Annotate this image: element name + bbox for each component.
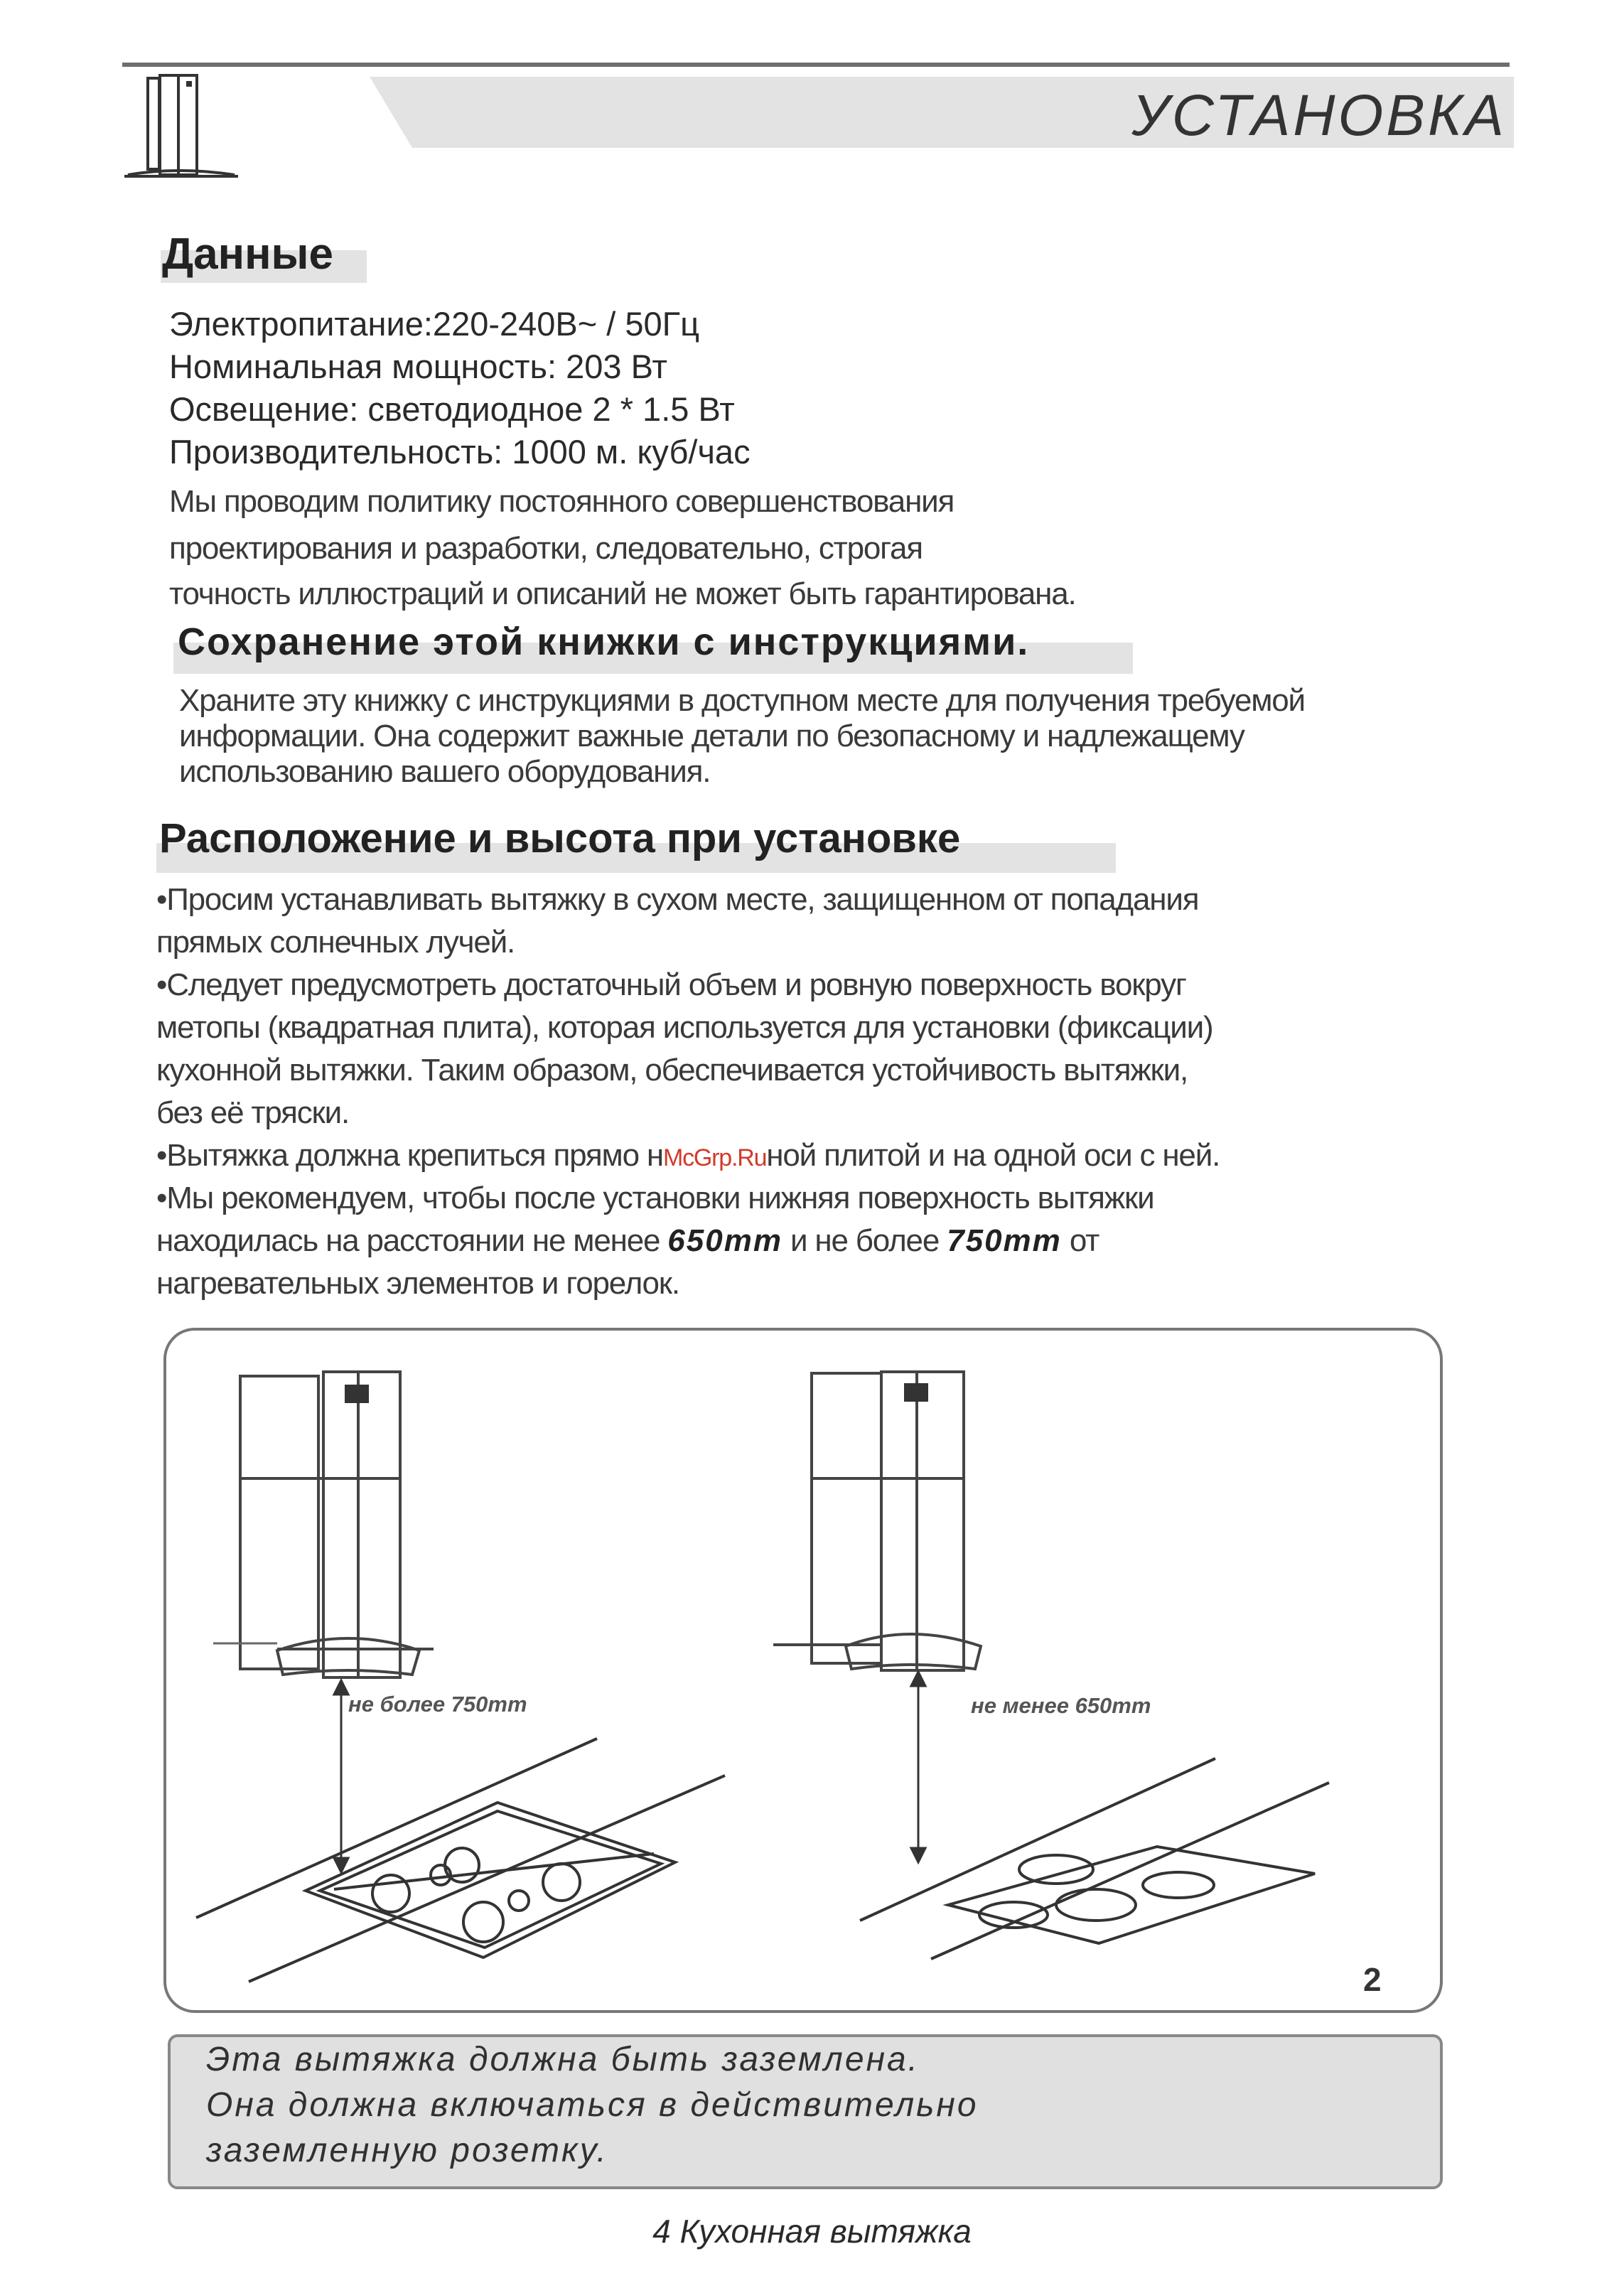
location-line: •Следует предусмотреть достаточный объем и ровную поверхность вокруг — [156, 967, 1186, 1002]
warning-line: Эта вытяжка должна быть заземлена. — [206, 2041, 920, 2078]
ceramic-hob-icon — [860, 1758, 1329, 1959]
location-line-part: и не более — [782, 1223, 947, 1258]
gas-hob-icon — [196, 1739, 725, 1982]
warning-line: заземленную розетку. — [206, 2132, 608, 2169]
spec-line: Освещение: светодиодное 2 * 1.5 Вт — [169, 390, 735, 428]
location-line-part: ной плитой и на одной оси с ней. — [766, 1138, 1220, 1173]
page-footer: 4 Кухонная вытяжка — [652, 2213, 972, 2250]
cooker-hood-left — [240, 1372, 434, 1677]
location-line — [156, 1134, 1220, 1179]
control-panel-icon — [904, 1383, 928, 1402]
page-title: УСТАНОВКА — [1131, 83, 1507, 148]
max-height-value: 750mm — [947, 1223, 1062, 1258]
location-line: без её тряски. — [156, 1095, 349, 1130]
height-arrow-right — [911, 1672, 925, 1862]
control-panel-icon — [345, 1385, 369, 1403]
policy-line: проектирования и разработки, следовательно, строгая — [169, 531, 923, 566]
cooker-hood-right — [773, 1372, 981, 1670]
keep-line: информации. Она содержит важные детали по безопасному и надлежащему — [179, 719, 1244, 753]
figure-number: 2 — [1363, 1961, 1382, 1998]
min-height-label: не менее 650mm — [971, 1693, 1151, 1718]
watermark: McGrp.Ru — [662, 1144, 767, 1171]
height-arrow-left — [334, 1680, 348, 1872]
keep-line: Храните эту книжку с инструкциями в доступном месте для получения требуемой — [179, 683, 1305, 718]
header-rule — [122, 63, 1510, 67]
max-height-label: не более 750mm — [348, 1692, 527, 1717]
spec-line: Номинальная мощность: 203 Вт — [169, 348, 667, 385]
section-heading-keep: Сохранение этой книжки с инструкциями. — [178, 621, 1030, 663]
location-line: •Просим устанавливать вытяжку в сухом месте, защищенном от попадания — [156, 882, 1199, 917]
location-line-part: от — [1061, 1223, 1099, 1258]
min-height-value: 650mm — [667, 1223, 783, 1258]
policy-line: Мы проводим политику постоянного совершенствования — [169, 484, 954, 519]
keep-line: использованию вашего оборудования. — [179, 754, 711, 789]
policy-line: точность иллюстраций и описаний не может быть гарантирована. — [169, 576, 1076, 611]
location-line — [156, 1220, 1099, 1262]
location-line: кухонной вытяжки. Таким образом, обеспечивается устойчивость вытяжки, — [156, 1053, 1188, 1088]
location-line-part: •Вытяжка должна крепиться прямо н — [156, 1138, 663, 1173]
cooker-hood-icon — [121, 68, 242, 189]
location-line: метопы (квадратная плита), которая используется для установки (фиксации) — [156, 1010, 1213, 1045]
section-heading-location: Расположение и высота при установке — [159, 815, 961, 861]
spec-line: Электропитание:220-240В~ / 50Гц — [169, 305, 700, 343]
section-heading-data: Данные — [162, 230, 333, 279]
location-line: прямых солнечных лучей. — [156, 925, 515, 960]
spec-line: Производительность: 1000 м. куб/час — [169, 433, 751, 471]
location-line: •Мы рекомендуем, чтобы после установки нижняя поверхность вытяжки — [156, 1181, 1154, 1215]
installation-diagram — [163, 1328, 1443, 2013]
warning-line: Она должна включаться в действительно — [206, 2086, 979, 2124]
location-line-part: находилась на расстоянии не менее — [156, 1223, 668, 1258]
location-line: нагревательных элементов и горелок. — [156, 1266, 679, 1301]
